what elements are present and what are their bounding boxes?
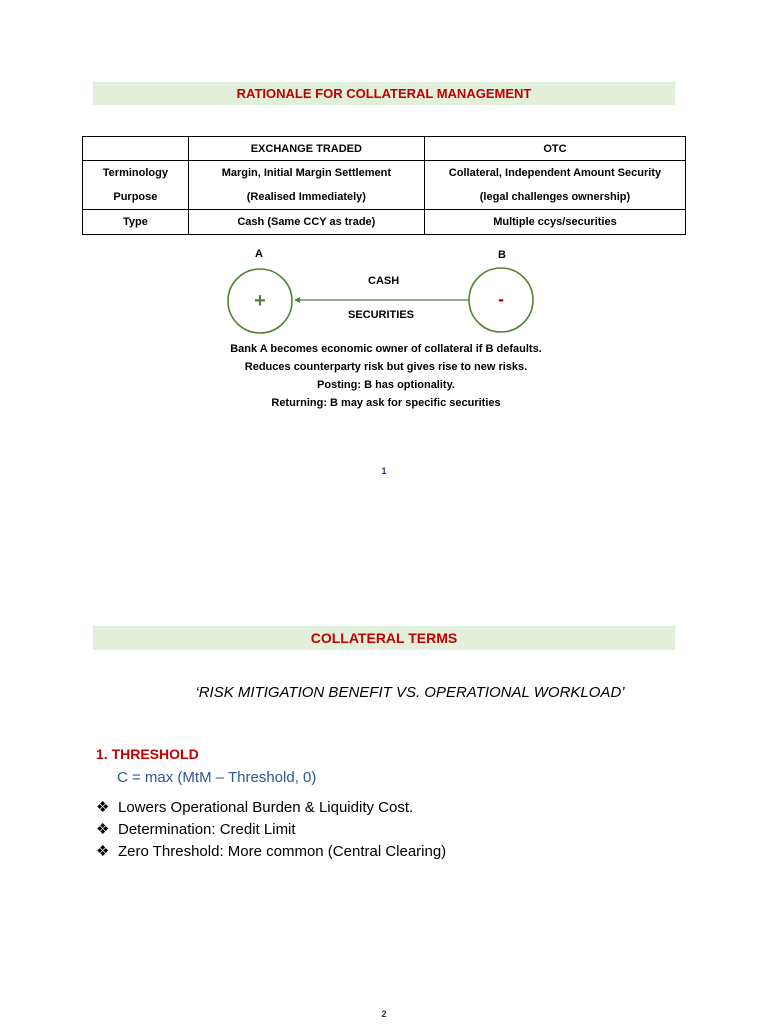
sign-minus: - <box>498 289 504 309</box>
row-label-text: Type <box>122 216 148 228</box>
threshold-formula: C = max (MtM – Threshold, 0) <box>117 769 317 786</box>
collateral-terms-banner: COLLATERAL TERMS <box>93 626 675 650</box>
arrow-head-icon <box>294 297 300 303</box>
sign-plus: + <box>254 290 266 312</box>
diamond-bullet-icon: ❖ <box>96 799 110 816</box>
diamond-bullet-icon: ❖ <box>96 821 110 838</box>
row-label: Purpose <box>113 191 158 203</box>
row-label: Terminology <box>102 167 168 179</box>
page-number: 1 <box>381 466 387 476</box>
page-number: 2 <box>381 1009 387 1019</box>
table-cell: Collateral, Independent Amount Security <box>448 167 662 179</box>
table-header-otc: OTC <box>424 137 685 161</box>
table-cell: (legal challenges ownership) <box>479 191 631 203</box>
bullet-text: Lowers Operational Burden & Liquidity Cost. <box>118 799 414 816</box>
table-cell: (Realised Immediately) <box>246 191 366 203</box>
party-a-label: A <box>255 248 263 260</box>
diamond-bullet-icon: ❖ <box>96 843 110 860</box>
note-line: Returning: B may ask for specific securities <box>271 397 501 409</box>
table-cell-text: Multiple ccys/securities <box>493 216 617 228</box>
party-b-label: B <box>498 249 506 261</box>
note-line: Reduces counterparty risk but gives rise to new risks. <box>244 361 528 373</box>
table-cell: Margin, Initial Margin Settlement <box>221 167 391 179</box>
note-line: Bank A becomes economic owner of collateral if B defaults. <box>230 343 542 355</box>
bullet-text: Determination: Credit Limit <box>118 821 296 838</box>
cash-label: CASH <box>368 275 400 287</box>
list-item <box>96 797 446 819</box>
collateral-flow-diagram <box>0 0 768 360</box>
table-cell-text: Cash (Same CCY as trade) <box>237 216 376 228</box>
note-line: Posting: B has optionality. <box>317 379 455 391</box>
bullet-text: Zero Threshold: More common (Central Clearing) <box>118 843 447 860</box>
quote-text: ‘RISK MITIGATION BENEFIT VS. OPERATIONAL WORKLOAD’ <box>195 684 625 701</box>
rationale-banner: RATIONALE FOR COLLATERAL MANAGEMENT <box>93 82 675 105</box>
threshold-heading: 1. THRESHOLD <box>96 746 199 762</box>
table-header-exchange: EXCHANGE TRADED <box>188 137 424 161</box>
securities-label: SECURITIES <box>348 309 415 321</box>
list-item <box>96 841 446 863</box>
list-item <box>96 819 446 841</box>
threshold-bullets <box>96 797 446 863</box>
